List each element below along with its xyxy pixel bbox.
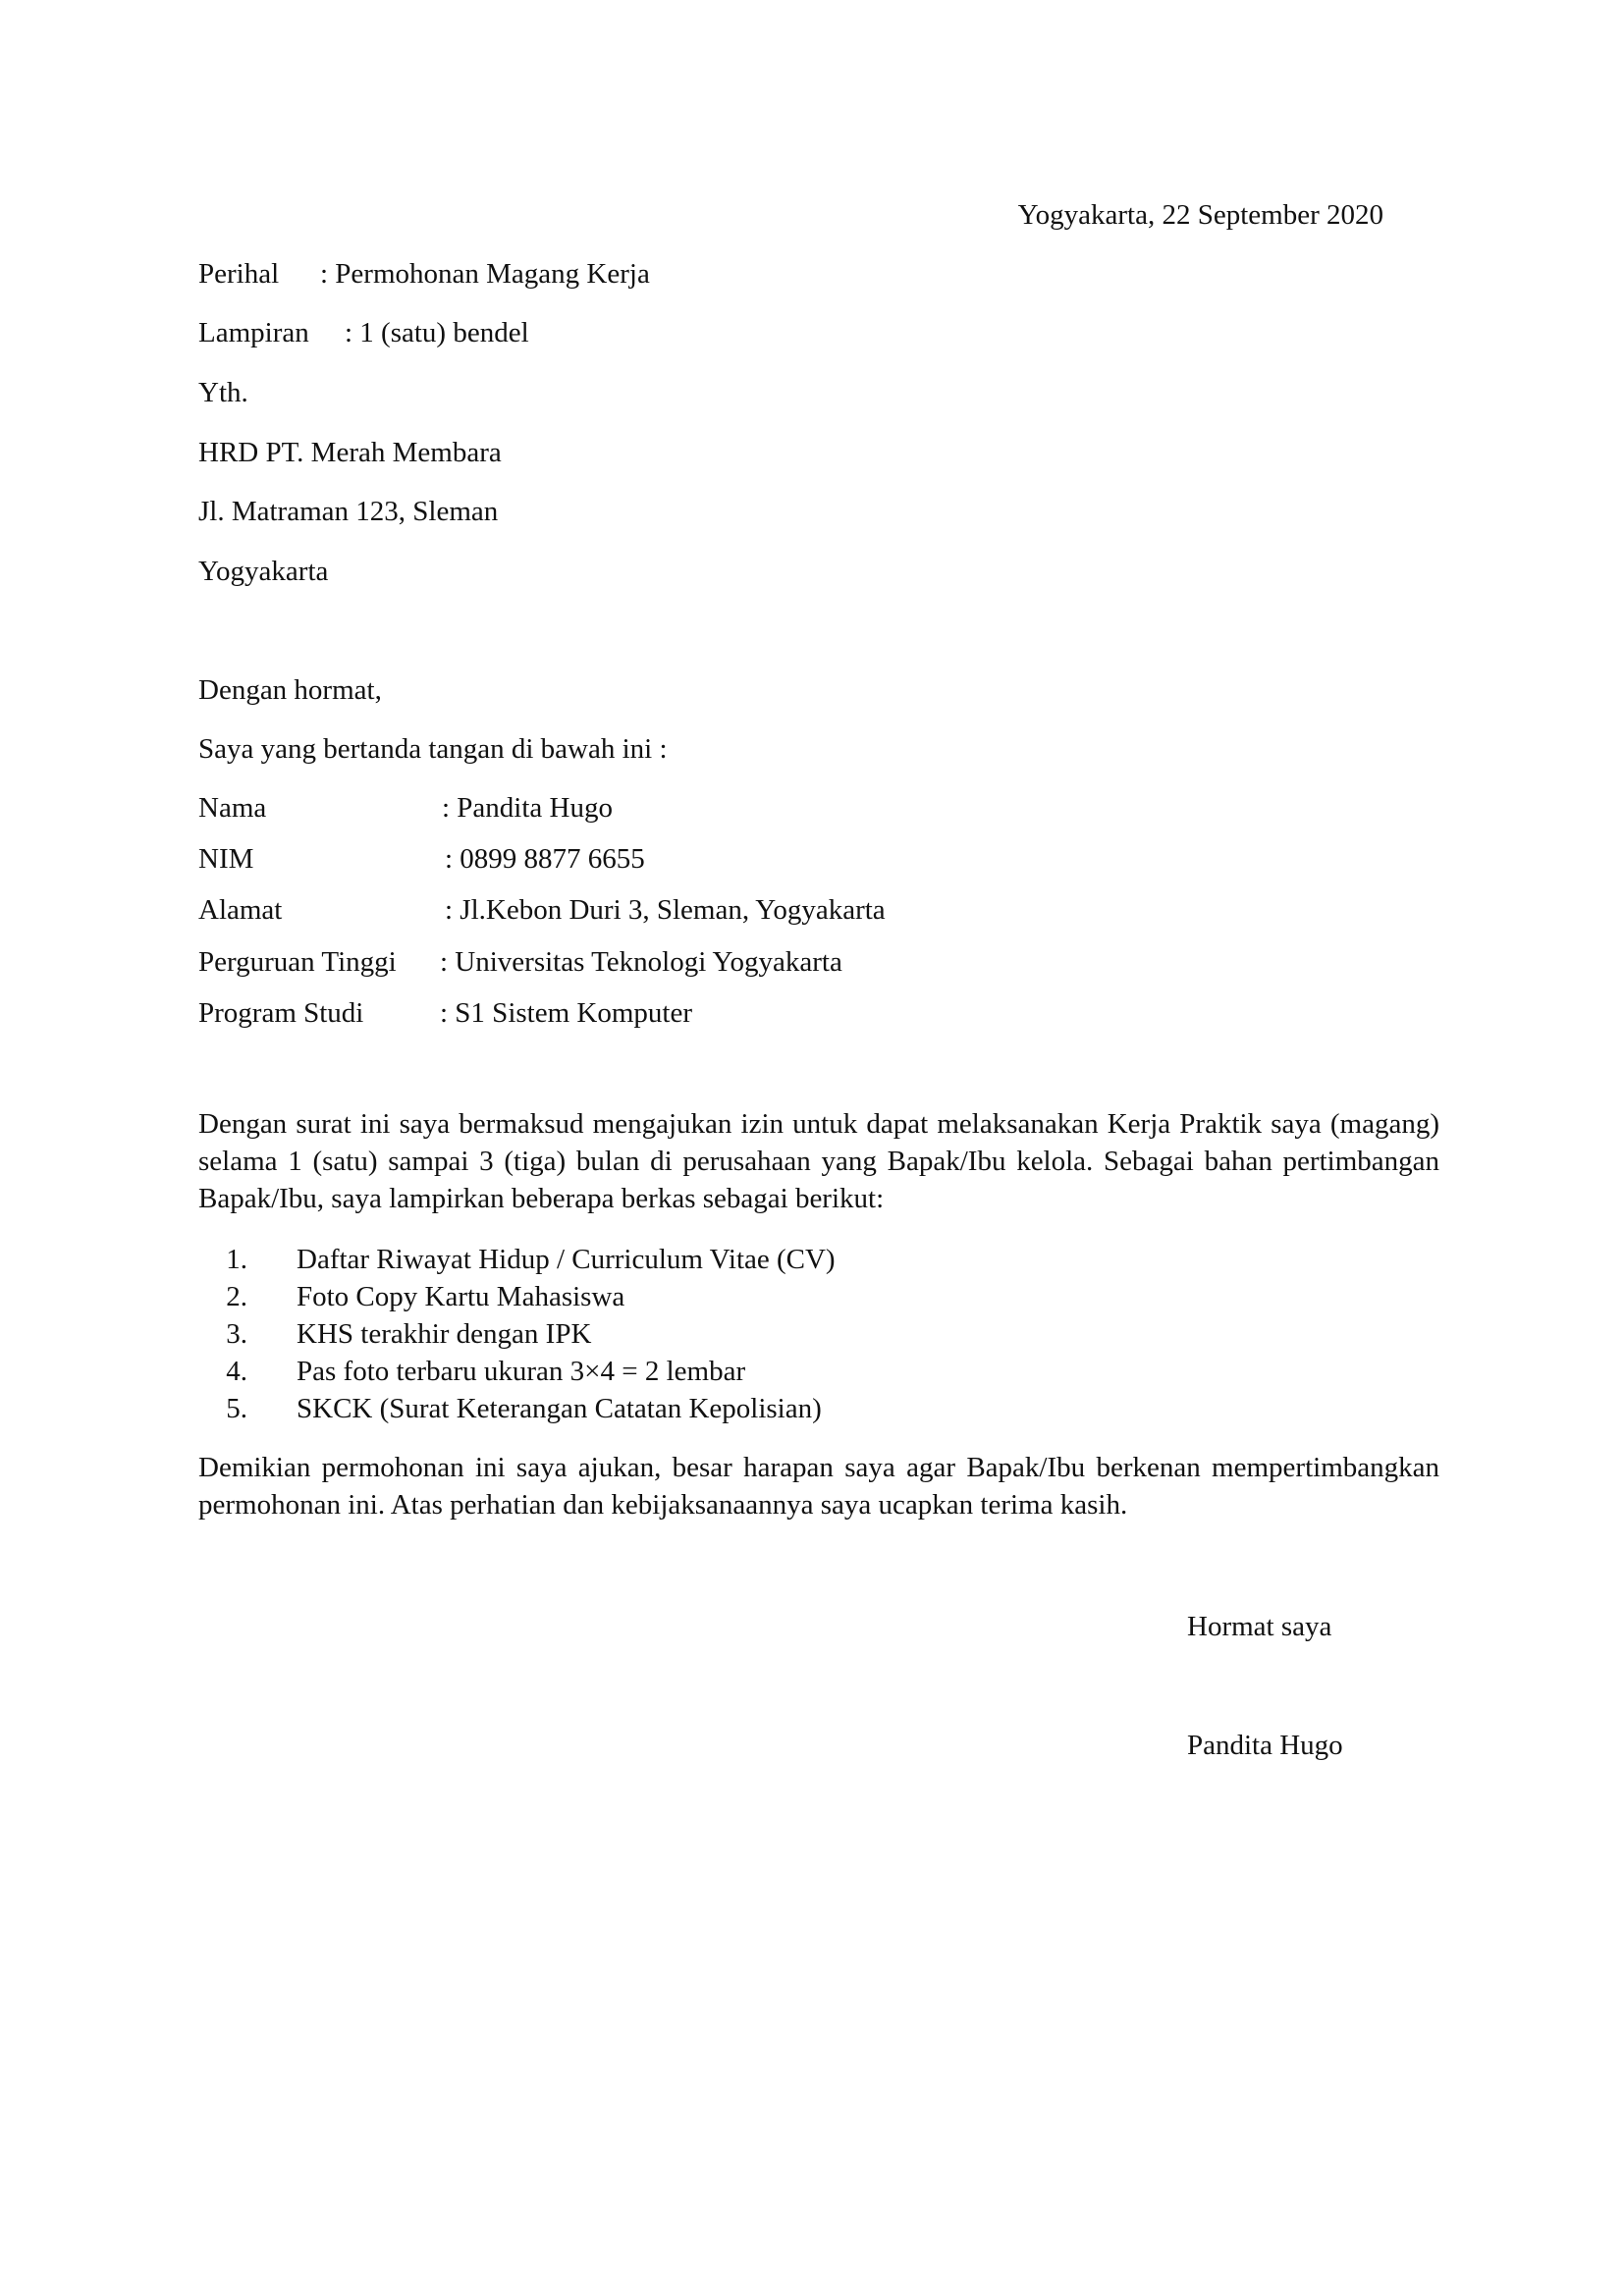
identity-label: Perguruan Tinggi [198, 946, 397, 978]
identity-label: Alamat [198, 894, 283, 926]
identity-value: : Jl.Kebon Duri 3, Sleman, Yogyakarta [445, 894, 886, 926]
perihal-value: : Permohonan Magang Kerja [320, 258, 650, 290]
identity-value: : Universitas Teknologi Yogyakarta [440, 946, 842, 978]
identity-row-nim [198, 842, 645, 877]
recipient-city: Yogyakarta [198, 556, 329, 587]
list-item-number: 3. [226, 1318, 247, 1350]
identity-label: Nama [198, 792, 267, 824]
lampiran-label: Lampiran [198, 317, 309, 348]
list-item-number: 5. [226, 1393, 247, 1424]
list-item-text: KHS terakhir dengan IPK [297, 1318, 592, 1350]
closing-paragraph: Demikian permohonan ini saya ajukan, besar harapan saya agar Bapak/Ibu berkenan mempertimbangkan permohonan ini. Atas perhatian dan kebijaksanaannya saya ucapkan terima kasih. [198, 1452, 1439, 1521]
identity-value: : 0899 8877 6655 [445, 843, 645, 875]
list-item [198, 1241, 836, 1278]
list-item-text: Foto Copy Kartu Mahasiswa [297, 1281, 625, 1312]
identity-label: Program Studi [198, 997, 364, 1029]
lampiran-row [198, 316, 529, 350]
identity-row-program-studi [198, 996, 692, 1031]
perihal-label: Perihal [198, 258, 280, 290]
greeting: Dengan hormat, [198, 674, 382, 706]
list-item-text: Pas foto terbaru ukuran 3×4 = 2 lembar [297, 1356, 746, 1387]
identity-value: : Pandita Hugo [442, 792, 613, 824]
identity-value: : S1 Sistem Komputer [440, 997, 692, 1029]
identity-row-perguruan-tinggi [198, 945, 842, 980]
list-item [198, 1278, 836, 1315]
lampiran-value: : 1 (satu) bendel [345, 317, 529, 348]
list-item-number: 1. [226, 1244, 247, 1275]
list-item-number: 2. [226, 1281, 247, 1312]
identity-row-nama [198, 791, 613, 826]
list-item [198, 1390, 836, 1427]
list-item-number: 4. [226, 1356, 247, 1387]
recipient-name: HRD PT. Merah Membara [198, 437, 502, 468]
identity-row-alamat [198, 893, 886, 928]
list-item [198, 1353, 836, 1390]
body-paragraph: Dengan surat ini saya bermaksud mengajukan izin untuk dapat melaksanakan Kerja Praktik saya (magang) selama 1 (satu) sampai 3 (tiga) bulan di perusahaan yang Bapak/Ibu kelola. Sebagai bahan pertimbangan Bapak/Ibu, saya lampirkan beberapa berkas sebagai berikut: [198, 1108, 1439, 1214]
recipient-salutation: Yth. [198, 377, 248, 408]
letter-date: Yogyakarta, 22 September 2020 [1017, 199, 1383, 231]
closing-phrase: Hormat saya [1187, 1611, 1332, 1642]
signer-name: Pandita Hugo [1187, 1730, 1343, 1761]
intro-line: Saya yang bertanda tangan di bawah ini : [198, 733, 668, 765]
perihal-row [198, 257, 650, 292]
identity-label: NIM [198, 843, 254, 875]
list-item [198, 1315, 836, 1353]
list-item-text: Daftar Riwayat Hidup / Curriculum Vitae (CV) [297, 1244, 836, 1275]
attachment-list [198, 1241, 836, 1427]
list-item-text: SKCK (Surat Keterangan Catatan Kepolisian) [297, 1393, 822, 1424]
recipient-address: Jl. Matraman 123, Sleman [198, 496, 499, 527]
